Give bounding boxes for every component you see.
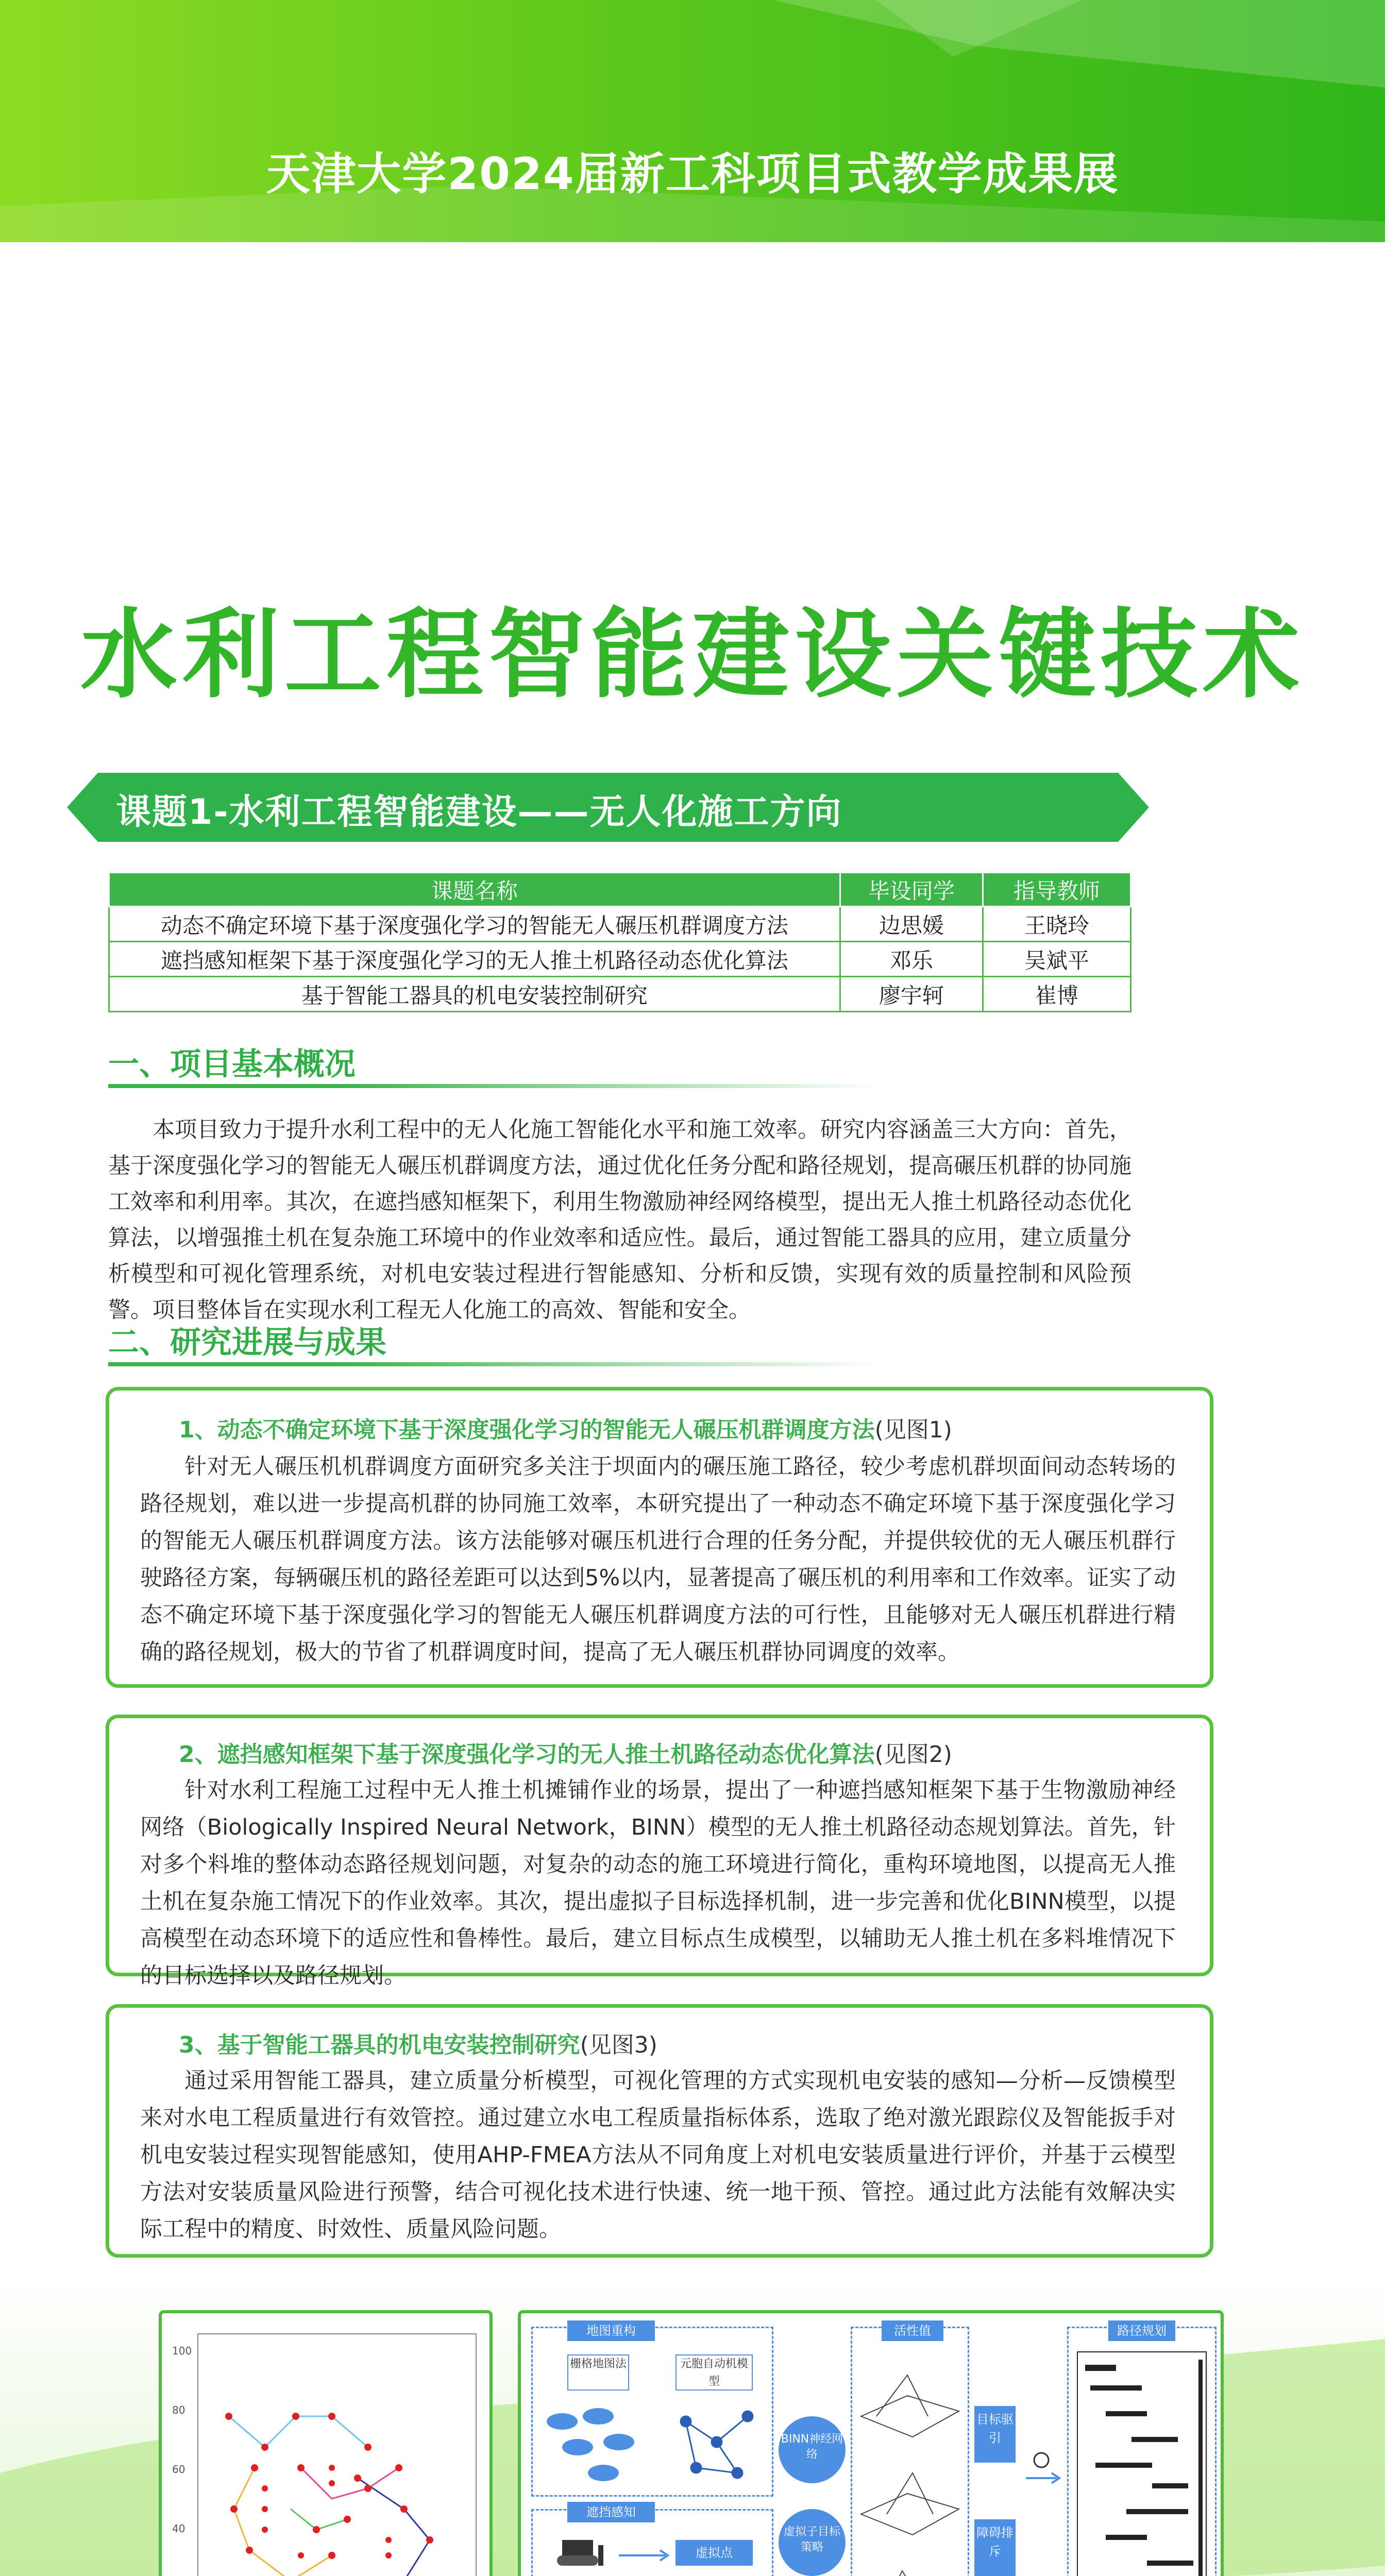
map-label: 地图重构 — [567, 2320, 655, 2341]
table-header-cell: 毕设同学 — [840, 873, 983, 907]
table-cell: 遮挡感知框架下基于深度强化学习的无人推土机路径动态优化算法 — [109, 942, 840, 977]
topic-title: 课题1-水利工程智能建设——无人化施工方向 — [116, 792, 842, 833]
table-header-cell: 课题名称 — [109, 873, 840, 907]
overview-paragraph: 本项目致力于提升水利工程中的无人化施工智能化水平和施工效率。研究内容涵盖三大方向：首先，基于深度强化学习的智能无人碾压机群调度方法，通过优化任务分配和路径规划，提高碾压机群的协同施工效率和利用率。其次，在遮挡感知框架下，利用生物激励神经网络模型，提出无人推土机路径动态优化算法，以增强推土机在复杂施工环境中的作业效率和适应性。最后，通过智能工器具的应用，建立质量分析模型和可视化管理系统，对机电安装过程进行智能感知、分析和反馈，实现有效的质量控制和风险预警。项目整体旨在实现水利工程无人化施工的高效、智能和安全。 — [108, 1117, 1131, 1323]
section-heading-overview: 一、项目基本概况 — [108, 1046, 356, 1082]
y-tick-label: 100 — [172, 2345, 192, 2357]
section-heading-progress: 二、研究进展与成果 — [108, 1325, 386, 1361]
binn-node: BINN神经网络 — [779, 2416, 846, 2483]
result-title-text: 3、基于智能工器具的机电安装控制研究 — [179, 2032, 580, 2058]
result-box-text: 通过采用智能工器具，建立质量分析模型，可视化管理的方式实现机电安装的感知—分析—反馈模型来对水电工程质量进行有效管控。通过建立水电工程质量指标体系，选取了绝对激光跟踪仪及智能扳手对机电安装过程实现智能感知，使用AHP-FMEA方法从不同角度上对机电安装质量进行评价，并基于云模型方法对安装质量风险进行预警，结合可视化技术进行快速、统一地干预、管控。通过此方法能有效解决实际工程中的精度、时效性、质量风险问题。 — [140, 2068, 1176, 2242]
section-underline — [108, 1362, 881, 1366]
top-banner — [0, 0, 1385, 242]
result-box-2 — [106, 1715, 1213, 1989]
table-cell: 邓乐 — [840, 942, 983, 977]
virtual-point-label: 虚拟点 — [675, 2540, 753, 2566]
table-cell: 崔博 — [983, 977, 1130, 1012]
result-box-3 — [106, 2004, 1213, 2258]
y-tick-label: 80 — [172, 2404, 185, 2416]
table-row — [109, 907, 1131, 942]
table-cell: 王晓玲 — [983, 907, 1130, 942]
y-tick-label: 40 — [172, 2522, 185, 2535]
grid-map-label: 栅格地图法 — [567, 2354, 629, 2391]
path-grid — [1075, 2349, 1209, 2576]
banner-title: 天津大学2024届新工科项目式教学成果展 — [266, 148, 1119, 200]
table-cell: 吴斌平 — [983, 942, 1130, 977]
result-title-text: 1、动态不确定环境下基于深度强化学习的智能无人碾压机群调度方法 — [179, 1417, 875, 1443]
figure-reference: (见图3) — [580, 2032, 657, 2058]
location-arrow — [1016, 2447, 1067, 2509]
table-row — [109, 977, 1131, 1012]
table-cell: 边思媛 — [840, 907, 983, 942]
activity-label: 活性值 — [882, 2320, 943, 2341]
occlusion-label: 遮挡感知 — [567, 2502, 655, 2522]
path-label: 路径规划 — [1108, 2320, 1175, 2341]
table-header-cell: 指导教师 — [983, 873, 1130, 907]
goal-attraction-label: 目标驱引 — [974, 2406, 1016, 2463]
result-box-1 — [106, 1387, 1213, 1688]
table-cell: 廖宇轲 — [840, 977, 983, 1012]
table-cell: 动态不确定环境下基于深度强化学习的智能无人碾压机群调度方法 — [109, 907, 840, 942]
table-row — [109, 942, 1131, 977]
roller-path-plot — [162, 2313, 489, 2576]
project-table — [108, 872, 1131, 1012]
section-underline — [108, 1084, 881, 1088]
result-box-title — [179, 2026, 657, 2059]
result-title-text: 2、遮挡感知框架下基于深度强化学习的无人推土机路径动态优化算法 — [179, 1741, 875, 1768]
figure-reference: (见图1) — [874, 1417, 952, 1443]
bulldozer-icon — [552, 2530, 614, 2571]
result-box-text: 针对水利工程施工过程中无人推土机摊铺作业的场景，提出了一种遮挡感知框架下基于生物激励神经网络（Biologically Inspired Neural Network，BINN）模型的无人推土机路径动态规划算法。首先，针对多个料堆的整体动态路径规划问题，对复杂的动态的施工环境进行简化，重构环境地图，以提高无人推土机在复杂施工情况下的作业效率。其次，提出虚拟子目标选择机制，进一步完善和优化BINN模型，以提高模型在动态环境下的适应性和鲁棒性。最后，建立目标点生成模型，以辅助无人推土机在多料堆情况下的目标选择以及路径规划。 — [140, 1777, 1176, 1989]
result-box-text: 针对无人碾压机机群调度方面研究多关注于坝面内的碾压施工路径，较少考虑机群坝面间动态转场的路径规划，难以进一步提高机群的协同施工效率，本研究提出了一种动态不确定环境下基于深度强化学习的智能无人碾压机群调度方法。该方法能够对碾压机进行合理的任务分配，并提供较优的无人碾压机群行驶路径方案，每辆碾压机的路径差距可以达到5%以内，显著提高了碾压机的利用率和工作效率。证实了动态不确定环境下基于深度强化学习的智能无人碾压机群调度方法的可行性，且能够对无人碾压机群进行精确的路径规划，极大的节省了机群调度时间，提高了无人碾压机群协同调度的效率。 — [140, 1454, 1176, 1665]
result-box-title — [179, 1736, 952, 1769]
activity-surfaces — [856, 2354, 964, 2576]
page-title: 水利工程智能建设关键技术 — [80, 599, 1305, 711]
table-cell: 基于智能工器具的机电安装控制研究 — [109, 977, 840, 1012]
obstacle-repulsion-label: 障碍排斥 — [974, 2519, 1016, 2576]
flow-arrows — [614, 2540, 675, 2576]
figure-1 — [159, 2310, 493, 2576]
figure-reference: (见图2) — [874, 1741, 952, 1768]
topo-label: 元胞自动机模型 — [675, 2354, 753, 2391]
result-box-title — [179, 1411, 952, 1444]
table-header-row — [109, 873, 1131, 907]
figure-2 — [518, 2310, 1224, 2576]
y-tick-label: 60 — [172, 2463, 185, 2476]
subgoal-node: 虚拟子目标策略 — [779, 2509, 846, 2576]
map-icons — [542, 2401, 768, 2488]
banner-decoration — [0, 0, 1385, 242]
